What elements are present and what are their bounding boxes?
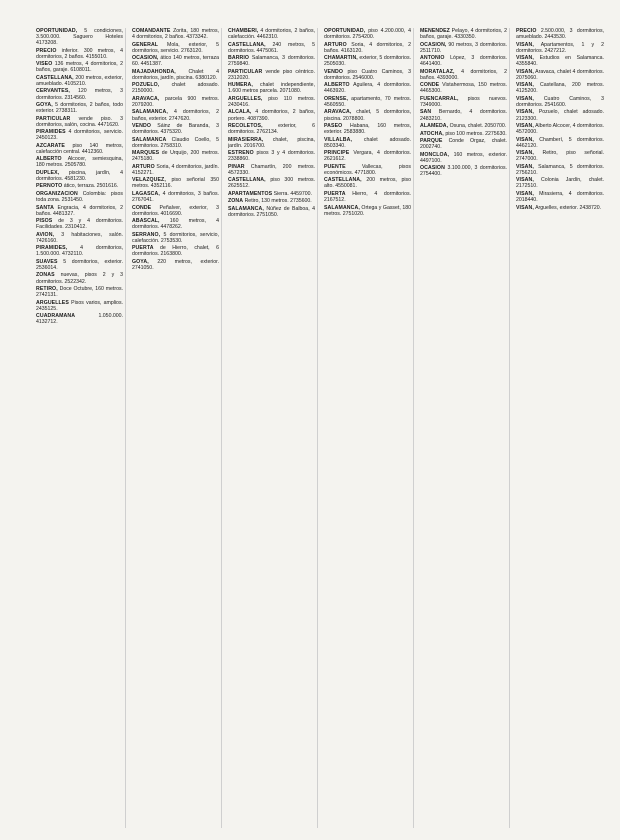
ad-text: Claudio Coello, 5 dormitorios. 2758310.	[132, 136, 219, 149]
classified-ad	[36, 272, 123, 284]
ad-keyword: BARRIO	[228, 55, 250, 62]
ad-text: Alberto Alcocer, 4 dormitorios. 4572000.	[516, 123, 604, 136]
ad-keyword: CASTELLANA,	[36, 74, 74, 81]
ad-text: vende piso céntrico. 2312020.	[228, 68, 315, 81]
classified-ad	[36, 218, 123, 230]
ad-keyword: OCASION	[420, 165, 445, 172]
ad-keyword: RECOLETOS,	[228, 123, 263, 130]
ad-keyword: PISOS	[36, 218, 53, 225]
ad-text: Cuatro Caminos, 3 dormitorios. 2541600.	[516, 95, 604, 108]
ad-text: Soria, 4 dormitorios, 2 baños. 4163120.	[324, 41, 411, 54]
classified-ad	[420, 109, 507, 121]
ad-keyword: VISAN,	[516, 204, 534, 211]
ad-text: exterior, 6 dormitorios. 2762134.	[228, 123, 315, 136]
ad-keyword: VISAN,	[516, 82, 534, 89]
ad-keyword: SERRANO,	[132, 231, 161, 238]
classified-ad	[132, 177, 219, 189]
classified-ad	[228, 137, 315, 149]
ad-text: 5 dormitorios, 2 baños, todo exterior. 2738311.	[36, 101, 123, 115]
ad-text: Aravaca, chalet 4 dormitorios. 2075060.	[516, 68, 604, 81]
ad-keyword: VISEO	[36, 61, 53, 68]
ad-keyword: PRINCIPE	[324, 150, 350, 157]
ad-keyword: VISAN,	[516, 41, 534, 48]
ad-text: Osuna, chalet. 2050700.	[449, 123, 507, 130]
classified-ad	[132, 28, 219, 40]
ad-keyword: ARTURO	[324, 41, 347, 48]
classified-ad	[228, 96, 315, 108]
ad-text: 200 metros, piso alto. 4550081.	[324, 177, 411, 190]
ad-keyword: VISAN,	[516, 136, 534, 143]
ad-text: Pozuelo, chalet adosado. 2123300.	[516, 109, 604, 122]
ad-text: Arguelles, exterior. 2438720.	[535, 204, 602, 211]
classified-ad	[36, 156, 123, 168]
ad-text: Habana, 160 metros, exterior. 2583880.	[324, 123, 411, 136]
classified-ad	[36, 88, 123, 100]
ad-text: 4 dormitorios, 2 baños. 4393000.	[420, 68, 507, 81]
classified-ad	[516, 69, 604, 81]
ad-text: de Urquijo, 200 metros. 2475180.	[132, 150, 219, 163]
ad-keyword: VISAN,	[516, 109, 534, 116]
ad-text: Aguilera, 4 dormitorios. 4463920.	[324, 82, 412, 95]
ad-text: 4 dormitorios, 1.500.000. 4732110.	[36, 245, 123, 258]
ad-keyword: CHAMBERI,	[228, 28, 259, 34]
ad-keyword: DUPLEX,	[36, 169, 60, 176]
classified-ad	[36, 102, 123, 114]
ad-keyword: OPORTUNIDAD,	[36, 28, 78, 34]
ad-text: Doce Octubre, 160 metros. 2742131.	[36, 285, 123, 299]
ad-text: inferior. 300 metros, 4 dormitorios, 2 baños. 4155010.	[36, 47, 123, 60]
ad-text: Chalet 4 dormitorios, jardín, piscina. 6380120.	[132, 68, 219, 81]
classified-ad	[420, 138, 507, 150]
classified-ad	[228, 177, 315, 189]
classified-ad	[516, 191, 604, 203]
classified-ad	[132, 82, 219, 94]
ad-keyword: SALAMANCA,	[132, 109, 168, 116]
ad-text: 120 metros, 3 dormitorios. 2314560.	[36, 88, 123, 101]
ad-keyword: PERNOTO	[36, 183, 63, 190]
ad-text: chalet, piscina, jardín. 2016700.	[228, 136, 315, 149]
ad-keyword: VISAN,	[516, 95, 534, 102]
ad-keyword: ZONAS	[36, 272, 55, 279]
classified-ad	[36, 191, 123, 203]
ad-text: Estudios en Salamanca. 4355840.	[516, 55, 604, 68]
ad-keyword: SALAMANCA,	[228, 205, 264, 212]
ad-keyword: AVION,	[36, 231, 55, 238]
classified-ad	[324, 96, 411, 108]
ad-text: 90 metros, 3 dormitorios. 2511710.	[420, 41, 507, 54]
ad-text: Conde Orgaz, chalet. 2002740.	[420, 138, 507, 151]
ad-keyword: MARQUES	[132, 150, 160, 157]
ad-keyword: OCASION,	[420, 41, 447, 48]
ad-keyword: MENENDEZ	[420, 28, 450, 34]
classified-ad	[324, 55, 411, 67]
classified-ad	[420, 131, 507, 137]
ad-keyword: VISAN,	[516, 123, 534, 130]
ad-keyword: CHAMARTIN,	[324, 55, 358, 62]
classified-ad	[36, 170, 123, 182]
ad-keyword: CASTELLANA,	[228, 41, 266, 48]
classified-ad	[324, 42, 411, 54]
ad-keyword: MONCLOA,	[420, 151, 450, 158]
ad-text: piscina, jardín, 4 dormitorios. 4581230.	[36, 169, 123, 182]
ad-text: Bernardo, 4 dormitorios. 2483210.	[420, 109, 507, 122]
ad-keyword: MAJADAHONDA,	[132, 68, 176, 75]
ad-keyword: COMANDANTE	[132, 28, 171, 34]
classified-ad	[516, 55, 604, 67]
classified-ad	[132, 259, 219, 271]
classified-ad	[36, 61, 123, 73]
ad-keyword: PRECIO	[516, 28, 537, 34]
ad-text: Vergara, 4 dormitorios. 2621612.	[324, 150, 411, 163]
ad-keyword: VISAN,	[516, 177, 534, 184]
ad-text: pisos nuevos. 7349000.	[420, 95, 507, 108]
classified-ad	[420, 152, 507, 164]
classified-ad	[228, 164, 315, 176]
classified-ad	[420, 165, 507, 177]
classified-ad	[36, 48, 123, 60]
ad-text: Soria, 4 dormitorios, jardín. 4152271.	[132, 163, 219, 176]
classified-ad	[420, 42, 507, 54]
classified-ad	[228, 28, 315, 40]
ad-keyword: VISAN,	[516, 68, 534, 75]
classified-ad	[36, 116, 123, 128]
ad-text: nuevas, pisos 2 y 3 dormitorios. 2522342.	[36, 272, 123, 285]
ad-text: de 3 y 4 dormitorios. Facilidades. 2310412.	[36, 218, 123, 231]
classified-ad	[324, 205, 411, 217]
ad-keyword: ARGUELLES	[36, 299, 69, 306]
ad-text: vende piso. 3 dormitorios, salón, cocina. 4471620.	[36, 115, 123, 128]
ad-keyword: HUMERA,	[228, 82, 253, 89]
classified-ad	[516, 82, 604, 94]
ad-keyword: ARGUELLES,	[228, 95, 263, 102]
ad-text: piso 4.200.000, 4 dormitorios. 2754200.	[324, 28, 411, 41]
ad-text: de Hierro, chalet, 6 dormitorios. 2163800.	[132, 245, 219, 258]
ad-text: 3 habitaciones, salón. 7426160.	[36, 231, 123, 244]
classified-ad	[132, 150, 219, 162]
column-6	[516, 28, 606, 828]
classified-ad	[228, 123, 315, 135]
ad-keyword: ANTONIO	[420, 55, 445, 62]
ad-text: ático 140 metros, terraza 60. 4451387.	[132, 55, 219, 68]
ad-keyword: SAN	[420, 109, 432, 116]
classified-ad	[324, 28, 411, 40]
classified-ad	[228, 191, 315, 197]
ad-keyword: PARTICULAR	[36, 115, 71, 122]
ad-keyword: RETIRO,	[36, 285, 58, 292]
ad-text: piso 100 metros. 2275630.	[445, 130, 507, 137]
ad-keyword: CONDE	[420, 82, 440, 89]
ad-text: Sáinz de Baranda, 3 dormitorios. 4375320.	[132, 123, 219, 136]
ad-keyword: VISAN,	[516, 55, 534, 62]
ad-keyword: SUAVES	[36, 258, 58, 265]
classified-ad	[36, 143, 123, 155]
classified-ad	[420, 69, 507, 81]
ad-text: Mola, exterior, 5 dormitorios, servicio. 2763120.	[132, 41, 219, 54]
ad-keyword: GENERAL	[132, 41, 159, 48]
ad-keyword: PIRAMIDES	[36, 129, 66, 136]
classified-ad	[324, 191, 411, 203]
ad-text: 3.100.000, 3 dormitorios. 2754400.	[420, 165, 507, 178]
classified-ad	[420, 55, 507, 67]
ad-text: piso señorial 350 metros. 4352116.	[132, 177, 219, 190]
ad-text: Engracia, 4 dormitorios, 2 baños. 4481327.	[36, 204, 123, 217]
classified-ad	[36, 286, 123, 298]
classified-ad	[516, 123, 604, 135]
ad-keyword: POZUELO,	[132, 82, 160, 89]
ad-keyword: ARAVACA,	[132, 95, 160, 102]
classified-ad	[132, 245, 219, 257]
ad-text: 5 dormitorios, exterior. 2536014.	[36, 258, 123, 271]
ad-text: 4 dormitorios, 2 baños, exterior. 2747620.	[132, 109, 219, 122]
ad-keyword: ATOCHA,	[420, 130, 444, 137]
classified-ad	[516, 205, 604, 211]
column-2	[132, 28, 222, 828]
ad-keyword: PINAR	[228, 163, 245, 170]
ad-keyword: PARQUE	[420, 138, 443, 145]
classified-ad	[132, 205, 219, 217]
classified-ad	[132, 164, 219, 176]
ad-text: chalet independiente, 1.600 metros parcela. 2071080.	[228, 82, 315, 95]
ad-text: Salamanca, 3 dormitorios. 2759840.	[228, 55, 315, 68]
ad-text: 200 metros, exterior, amueblado. 4105210.	[36, 74, 123, 87]
ad-text: 4 dormitorios, 2 baños, portero. 4087390.	[228, 109, 315, 122]
ad-text: Colonia Jardín, chalet. 2172510.	[516, 177, 604, 190]
classified-ad	[228, 82, 315, 94]
column-1	[36, 28, 126, 828]
ad-keyword: CONDE	[132, 204, 152, 211]
ad-keyword: ALAMEDA,	[420, 123, 449, 130]
classified-ad	[36, 183, 123, 189]
ad-keyword: SALAMANCA,	[324, 204, 360, 211]
column-4	[324, 28, 414, 828]
ad-text: Salamanca, 5 dormitorios. 2756210.	[516, 163, 604, 176]
ad-keyword: PUERTA	[324, 190, 346, 197]
ad-keyword: ORGANIZACION	[36, 190, 78, 197]
ad-keyword: VENDO	[132, 123, 151, 130]
ad-keyword: VISAN,	[516, 163, 534, 170]
classified-ad	[228, 55, 315, 67]
classified-ad	[36, 259, 123, 271]
ad-keyword: SALAMANCA	[132, 136, 167, 143]
ad-text: Alcocer, semiesquina, 180 metros. 2505780.	[36, 156, 123, 169]
ad-keyword: VENDO	[324, 68, 343, 75]
classified-ad	[228, 206, 315, 218]
ad-text: Apartamentos, 1 y 2 dormitorios. 2427212.	[516, 41, 604, 54]
classified-ad	[516, 150, 604, 162]
classified-ad	[228, 150, 315, 162]
ad-keyword: PUERTA	[132, 245, 154, 252]
classified-ad	[36, 28, 123, 46]
classified-ad	[324, 177, 411, 189]
ad-text: piso Cuatro Caminos, 3 dormitorios. 2546000.	[324, 68, 411, 81]
ad-keyword: ZONA	[228, 198, 244, 205]
ad-text: chalet, 5 dormitorios, piscina. 2078800.	[324, 109, 411, 122]
ad-keyword: GOYA,	[132, 258, 149, 265]
ad-text: 136 metros, 4 dormitorios, 2 baños, garaje. 6108011.	[36, 61, 123, 74]
ad-text: Castellana, 200 metros. 4125200.	[516, 82, 604, 95]
ad-keyword: VISAN,	[516, 190, 534, 197]
ad-text: pisos 3 y 4 dormitorios. 2338860.	[228, 150, 315, 163]
ad-keyword: FUENCARRAL,	[420, 95, 459, 102]
ad-text: López, 3 dormitorios. 4641400.	[420, 55, 507, 68]
classified-ad	[324, 137, 411, 149]
classified-ad	[324, 82, 411, 94]
ad-keyword: ORENSE,	[324, 95, 349, 102]
ad-keyword: MIRASIERRA,	[228, 136, 264, 143]
classified-ad	[132, 232, 219, 244]
classified-ad	[132, 218, 219, 230]
classified-ad	[36, 232, 123, 244]
ad-keyword: ABASCAL,	[132, 218, 160, 225]
classified-ad	[36, 245, 123, 257]
classified-ad	[324, 123, 411, 135]
ad-keyword: PARTICULAR	[228, 68, 263, 75]
ad-text: piso 140 metros, calefacción central. 4412360.	[36, 142, 123, 155]
classified-ad	[228, 69, 315, 81]
ad-keyword: CASTELLANA,	[324, 177, 362, 184]
ad-text: Retiro, piso señorial. 2747000.	[516, 150, 604, 163]
classified-ad	[516, 109, 604, 121]
classified-ad	[420, 96, 507, 108]
classified-ad	[228, 198, 315, 204]
ad-text: Pisos varios, amplios. 2435125.	[36, 299, 123, 312]
ad-keyword: GOYA,	[36, 101, 53, 108]
classified-ad	[324, 164, 411, 176]
ad-keyword: APARTAMENTOS	[228, 190, 273, 197]
ad-text: 1.050.000. 4132712.	[36, 313, 123, 326]
ad-keyword: LAGASCA,	[132, 190, 160, 197]
classified-ad	[516, 137, 604, 149]
ad-keyword: PIRAMIDES,	[36, 245, 68, 252]
classified-ad	[36, 313, 123, 325]
classified-ad	[36, 205, 123, 217]
classified-ad	[228, 42, 315, 54]
column-5	[420, 28, 510, 828]
ad-keyword: OCASION,	[132, 55, 159, 62]
classified-ad	[36, 75, 123, 87]
classified-ad	[132, 109, 219, 121]
classified-ad	[132, 55, 219, 67]
classified-ad	[36, 300, 123, 312]
classified-ad	[420, 28, 507, 40]
ad-keyword: MORATALAZ,	[420, 68, 455, 75]
classified-ad	[228, 109, 315, 121]
ad-text: 4 dormitorios, servicio. 2450123.	[36, 129, 123, 142]
ad-text: apartamento, 70 metros. 4560550.	[324, 95, 411, 108]
ad-text: exterior, 5 dormitorios. 2505030.	[324, 55, 411, 68]
ad-text: Hierro, 4 dormitorios. 2167512.	[324, 190, 411, 204]
ad-keyword: SANTA	[36, 204, 54, 211]
ad-keyword: VISAN,	[516, 150, 534, 157]
ad-text: 160 metros, 4 dormitorios. 4478262.	[132, 218, 219, 231]
ad-keyword: AZCARATE	[36, 142, 65, 149]
ad-text: ático, terraza. 2501616.	[63, 183, 119, 190]
ad-keyword: CUADRAMANA	[36, 313, 76, 320]
ad-text: 4 dormitorios, 3 baños. 2767041.	[132, 190, 219, 204]
ad-keyword: VELAZQUEZ,	[132, 177, 166, 184]
classified-ad	[324, 150, 411, 162]
ad-keyword: ALBERTO	[36, 156, 62, 163]
ad-text: Vallecas, pisos económicos. 4771800.	[324, 163, 411, 176]
ad-text: 5 condiciones, 3.500.000. Saguero Hoteles 4173208.	[36, 28, 123, 47]
ad-text: Peñalver, exterior, 3 dormitorios. 4016690.	[132, 204, 219, 217]
classified-ad	[132, 69, 219, 81]
classified-ad	[132, 137, 219, 149]
ad-keyword: ARAVACA,	[324, 109, 352, 116]
ad-text: Zorita, 180 metros, 4 dormitorios, 2 baños. 4373342.	[132, 28, 219, 41]
classified-ad	[516, 164, 604, 176]
classified-ad	[420, 82, 507, 94]
ad-keyword: CERVANTES,	[36, 88, 70, 95]
ad-text: 220 metros, exterior. 2741050.	[132, 258, 219, 271]
classified-columns	[36, 28, 606, 828]
ad-text: 4 dormitorios, 2 baños, calefacción. 4462310.	[228, 28, 315, 41]
classified-ad	[516, 96, 604, 108]
ad-text: Ortega y Gasset, 180 metros. 2751020.	[324, 204, 411, 217]
classified-ad	[132, 191, 219, 203]
classified-ad	[516, 42, 604, 54]
classified-ad	[132, 96, 219, 108]
ad-text: chalet adosado. 8503340.	[324, 136, 411, 149]
ad-keyword: ALCALA,	[228, 109, 252, 116]
ad-text: chalet adosado. 2150000.	[132, 82, 219, 95]
ad-text: Chamartín, 200 metros. 4572330.	[228, 163, 315, 176]
classified-ad	[516, 177, 604, 189]
ad-keyword: ESTRENO	[228, 150, 254, 157]
ad-text: 2.500.000, 3 dormitorios, amueblado. 2443530.	[516, 28, 604, 41]
classified-ad	[516, 28, 604, 40]
ad-keyword: PASEO	[324, 123, 343, 130]
ad-text: 160 metros, exterior. 4497100.	[420, 151, 507, 164]
ad-text: 5 dormitorios, servicio, calefacción. 2753530.	[132, 231, 219, 244]
classified-ad	[324, 69, 411, 81]
ad-text: Chamberí, 5 dormitorios. 4462120.	[516, 136, 604, 149]
classified-ad	[324, 109, 411, 121]
ad-text: Retiro, 130 metros. 2735600.	[244, 198, 312, 205]
column-3	[228, 28, 318, 828]
ad-text: Pelayo, 4 dormitorios, 2 baños, garaje. 4330350.	[420, 28, 507, 41]
ad-keyword: PUENTE	[324, 163, 346, 170]
ad-text: piso 300 metros. 2625512.	[228, 177, 315, 190]
ad-text: piso 110 metros. 2430416.	[228, 95, 315, 108]
ad-text: Vistahermosa, 150 metros. 4465300.	[420, 82, 507, 95]
ad-keyword: VILLALBA,	[324, 136, 352, 143]
ad-keyword: OPORTUNIDAD,	[324, 28, 366, 34]
ad-text: Núñez de Balboa, 4 dormitorios. 2751050.	[228, 205, 315, 218]
ad-text: 240 metros, 5 dormitorios. 4475061.	[228, 41, 315, 54]
ad-keyword: ARTURO	[132, 163, 155, 170]
classified-ad	[420, 123, 507, 129]
ad-keyword: ALBERTO	[324, 82, 350, 89]
ad-text: Sierra. 4459700.	[273, 190, 312, 197]
ad-keyword: PRECIO	[36, 47, 57, 54]
ad-text: Colombia: pisos toda zona. 2531450.	[36, 190, 123, 204]
classified-ad	[132, 123, 219, 135]
ad-text: parcela 900 metros. 2079200.	[132, 95, 219, 108]
classified-ad	[132, 42, 219, 54]
ad-keyword: CASTELLANA,	[228, 177, 266, 184]
ad-text: Mirasierra, 4 dormitorios. 2018440.	[516, 190, 604, 204]
classified-ad	[36, 129, 123, 141]
